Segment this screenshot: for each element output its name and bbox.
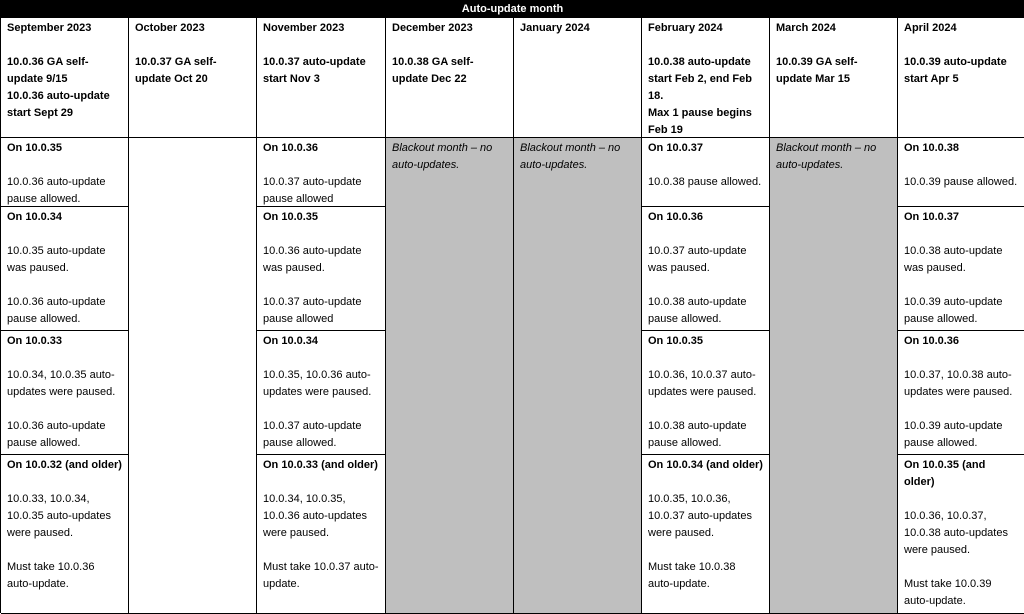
month-label: January 2024 xyxy=(520,22,590,34)
row-text: Must take 10.0.38 auto-update. xyxy=(648,561,736,590)
row-text: Must take 10.0.36 auto-update. xyxy=(7,561,95,590)
row-text: 10.0.37 auto-update pause allowed xyxy=(263,176,362,205)
month-label: February 2024 xyxy=(648,22,723,34)
column-header-apr-2024 xyxy=(898,18,1024,138)
nov-row-3 xyxy=(257,331,386,455)
row-text: 10.0.34, 10.0.35 auto-updates were paused. xyxy=(7,369,116,398)
blackout-cell-jan xyxy=(514,138,642,614)
apr-row-2 xyxy=(898,207,1024,331)
header-note: 10.0.39 GA self-update Mar 15 xyxy=(776,56,858,85)
header-note: 10.0.37 auto-update start Nov 3 xyxy=(263,56,366,85)
feb-row-3 xyxy=(642,331,770,455)
version-heading: On 10.0.36 xyxy=(904,335,960,347)
row-text: 10.0.38 auto-update pause allowed. xyxy=(648,296,747,325)
version-heading: On 10.0.37 xyxy=(904,211,960,223)
apr-row-3 xyxy=(898,331,1024,455)
version-heading: On 10.0.36 xyxy=(648,211,704,223)
header-note: 10.0.36 GA self-update 9/15 xyxy=(7,56,89,85)
header-note: 10.0.38 GA self-update Dec 22 xyxy=(392,56,474,85)
feb-row-2 xyxy=(642,207,770,331)
row-text: 10.0.35, 10.0.36 auto-updates were paused. xyxy=(263,369,372,398)
month-label: December 2023 xyxy=(392,22,473,34)
table-title: Auto-update month xyxy=(1,1,1024,18)
header-note: Max 1 pause begins Feb 19 xyxy=(648,107,752,136)
sep-row-3 xyxy=(1,331,129,455)
version-heading: On 10.0.34 xyxy=(263,335,319,347)
month-label: April 2024 xyxy=(904,22,957,34)
version-heading: On 10.0.35 xyxy=(7,142,63,154)
row-text: 10.0.35 auto-update was paused. xyxy=(7,245,106,274)
row-text: Must take 10.0.37 auto-update. xyxy=(263,561,379,590)
sep-row-1 xyxy=(1,138,129,207)
version-heading: On 10.0.35 xyxy=(648,335,704,347)
version-heading: On 10.0.33 xyxy=(7,335,63,347)
column-header-feb-2024 xyxy=(642,18,770,138)
version-heading: On 10.0.35 (and older) xyxy=(904,459,986,488)
header-note: 10.0.38 auto-update start Feb 2, end Feb 18. xyxy=(648,56,752,102)
row-text: Must take 10.0.39 auto-update. xyxy=(904,578,992,607)
version-heading: On 10.0.38 xyxy=(904,142,960,154)
nov-row-4 xyxy=(257,455,386,614)
row-text: 10.0.33, 10.0.34, 10.0.35 auto-updates were paused. xyxy=(7,493,111,539)
blackout-text: Blackout month – no auto-updates. xyxy=(776,142,877,171)
row-text: 10.0.37 auto-update pause allowed xyxy=(263,296,362,325)
blackout-cell-mar xyxy=(770,138,898,614)
version-heading: On 10.0.37 xyxy=(648,142,704,154)
row-text: 10.0.35, 10.0.36, 10.0.37 auto-updates were paused. xyxy=(648,493,752,539)
row-text: 10.0.37 auto-update was paused. xyxy=(648,245,747,274)
column-header-jan-2024 xyxy=(514,18,642,138)
row-text: 10.0.39 auto-update pause allowed. xyxy=(904,420,1003,449)
sep-row-4 xyxy=(1,455,129,614)
version-heading: On 10.0.36 xyxy=(263,142,319,154)
row-text: 10.0.36, 10.0.37 auto-updates were paused. xyxy=(648,369,757,398)
row-text: 10.0.36, 10.0.37, 10.0.38 auto-updates were paused. xyxy=(904,510,1008,556)
sep-row-2 xyxy=(1,207,129,331)
apr-row-4 xyxy=(898,455,1024,614)
row-text: 10.0.36 auto-update pause allowed. xyxy=(7,420,106,449)
version-heading: On 10.0.35 xyxy=(263,211,319,223)
blackout-text: Blackout month – no auto-updates. xyxy=(392,142,493,171)
column-header-nov-2023 xyxy=(257,18,386,138)
month-label: October 2023 xyxy=(135,22,205,34)
row-text: 10.0.37 auto-update pause allowed. xyxy=(263,420,362,449)
row-text: 10.0.39 auto-update pause allowed. xyxy=(904,296,1003,325)
october-empty-cell xyxy=(129,138,257,614)
row-text: 10.0.38 auto-update pause allowed. xyxy=(648,420,747,449)
row-text: 10.0.34, 10.0.35, 10.0.36 auto-updates were paused. xyxy=(263,493,367,539)
column-header-dec-2023 xyxy=(386,18,514,138)
version-heading: On 10.0.32 (and older) xyxy=(7,459,122,471)
row-text: 10.0.38 pause allowed. xyxy=(648,176,762,188)
row-text: 10.0.36 auto-update was paused. xyxy=(263,245,362,274)
feb-row-4 xyxy=(642,455,770,614)
row-text: 10.0.38 auto-update was paused. xyxy=(904,245,1003,274)
row-text: 10.0.37, 10.0.38 auto-updates were paused. xyxy=(904,369,1013,398)
row-text: 10.0.36 auto-update pause allowed. xyxy=(7,176,106,205)
version-heading: On 10.0.34 xyxy=(7,211,63,223)
row-text: 10.0.36 auto-update pause allowed. xyxy=(7,296,106,325)
row-text: 10.0.39 pause allowed. xyxy=(904,176,1018,188)
apr-row-1 xyxy=(898,138,1024,207)
nov-row-2 xyxy=(257,207,386,331)
month-label: March 2024 xyxy=(776,22,836,34)
blackout-text: Blackout month – no auto-updates. xyxy=(520,142,621,171)
column-header-oct-2023 xyxy=(129,18,257,138)
header-note: 10.0.36 auto-update start Sept 29 xyxy=(7,90,110,119)
header-note: 10.0.39 auto-update start Apr 5 xyxy=(904,56,1007,85)
feb-row-1 xyxy=(642,138,770,207)
month-label: September 2023 xyxy=(7,22,92,34)
header-note: 10.0.37 GA self-update Oct 20 xyxy=(135,56,217,85)
column-header-sep-2023 xyxy=(1,18,129,138)
nov-row-1 xyxy=(257,138,386,207)
month-label: November 2023 xyxy=(263,22,345,34)
version-heading: On 10.0.33 (and older) xyxy=(263,459,378,471)
blackout-cell-dec xyxy=(386,138,514,614)
version-heading: On 10.0.34 (and older) xyxy=(648,459,763,471)
column-header-mar-2024 xyxy=(770,18,898,138)
